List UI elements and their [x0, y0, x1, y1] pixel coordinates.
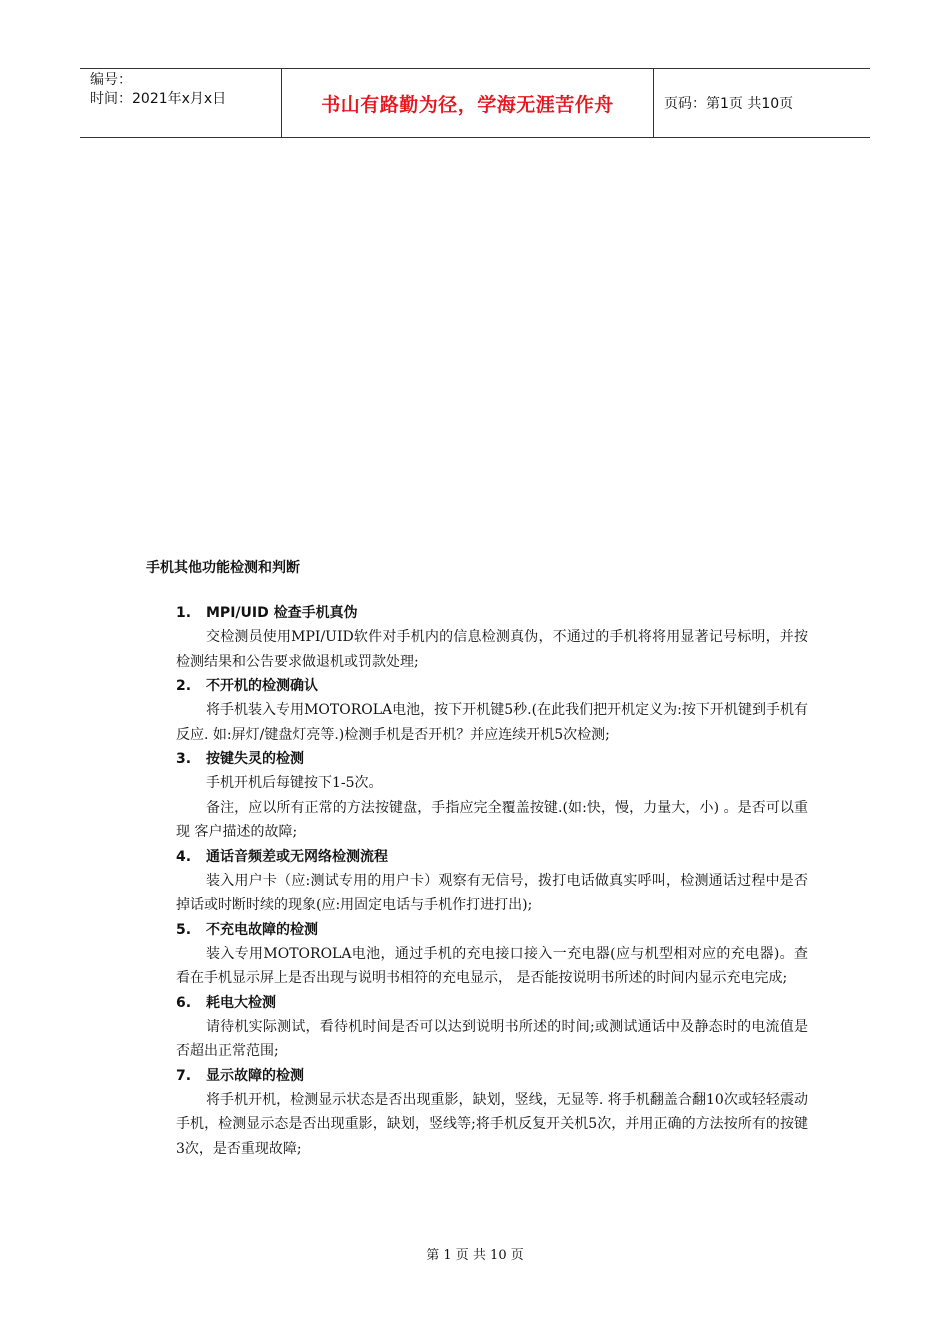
section-number: 1.	[176, 605, 192, 621]
section-number: 5.	[176, 921, 192, 938]
section-2	[176, 674, 808, 747]
section-number: 4.	[176, 848, 192, 865]
page-footer: 第 1 页 共 10 页	[426, 1248, 524, 1263]
header-motto: 书山有路勤为径，学海无涯苦作舟	[281, 69, 654, 137]
section-heading	[176, 674, 808, 698]
section-title: 显示故障的检测	[206, 1067, 304, 1084]
section-heading	[176, 845, 808, 869]
section-paragraph: 装入用户卡（应:测试专用的用户卡）观察有无信号，拨打电话做真实呼叫，检测通话过程中是否掉话或时断时续的现象(应:用固定电话与手机作打进打出);	[176, 872, 808, 913]
doc-code-label: 编号：	[90, 72, 132, 88]
section-paragraph: 请待机实际测试，看待机时间是否可以达到说明书所述的时间;或测试通话中及静态时的电流值是否超出正常范围;	[176, 1018, 808, 1059]
section-number: 7.	[176, 1067, 192, 1084]
section-6	[176, 991, 808, 1064]
section-title: 按键失灵的检测	[206, 751, 304, 767]
section-heading	[176, 747, 808, 771]
section-title: MPI/UID 检查手机真伪	[206, 605, 358, 621]
document-body	[176, 601, 808, 1161]
section-title: 不充电故障的检测	[206, 921, 318, 938]
section-paragraph: 装入专用MOTOROLA电池，通过手机的充电接口接入一充电器(应与机型相对应的充电器)。查看在手机显示屏上是否出现与说明书相符的充电显示， 是否能按说明书所述的时间内显示充电完成;	[176, 945, 808, 986]
section-paragraph: 将手机装入专用MOTOROLA电池，按下开机键5秒.(在此我们把开机定义为:按下开机键到手机有反应. 如:屏灯/键盘灯亮等.)检测手机是否开机？并应连续开机5次检测;	[176, 702, 808, 743]
section-heading	[176, 601, 808, 625]
section-number: 3.	[176, 751, 192, 767]
section-1	[176, 601, 808, 674]
section-3	[176, 747, 808, 845]
section-5	[176, 918, 808, 991]
section-heading	[176, 918, 808, 942]
section-heading	[176, 991, 808, 1015]
section-title: 通话音频差或无网络检测流程	[206, 848, 388, 865]
document-title: 手机其他功能检测和判断	[146, 560, 300, 576]
section-paragraph: 手机开机后每键按下1-5次。	[206, 775, 383, 791]
header-meta	[80, 69, 281, 137]
header-page-info: 页码：第1页 共10页	[664, 96, 794, 112]
doc-time-label: 时间：2021年x月x日	[90, 91, 227, 107]
section-title: 不开机的检测确认	[206, 678, 318, 694]
section-7	[176, 1064, 808, 1162]
section-title: 耗电大检测	[206, 994, 276, 1011]
section-paragraph: 交检测员使用MPI/UID软件对手机内的信息检测真伪，不通过的手机将将用显著记号标明，并按检测结果和公告要求做退机或罚款处理;	[176, 629, 808, 670]
section-number: 2.	[176, 678, 192, 694]
section-4	[176, 845, 808, 918]
section-number: 6.	[176, 994, 192, 1011]
section-heading	[176, 1064, 808, 1088]
section-paragraph: 将手机开机，检测显示状态是否出现重影，缺划，竖线，无显等. 将手机翻盖合翻10次或轻轻震动手机，检测显示态是否出现重影，缺划，竖线等;将手机反复开关机5次，并用正确的方法按所有的按键3次，是否重现故障;	[176, 1091, 808, 1157]
page-header	[80, 68, 870, 138]
section-paragraph: 备注，应以所有正常的方法按键盘，手指应完全覆盖按键.(如:快，慢，力量大，小) 。是否可以重现 客户描述的故障;	[176, 799, 808, 840]
